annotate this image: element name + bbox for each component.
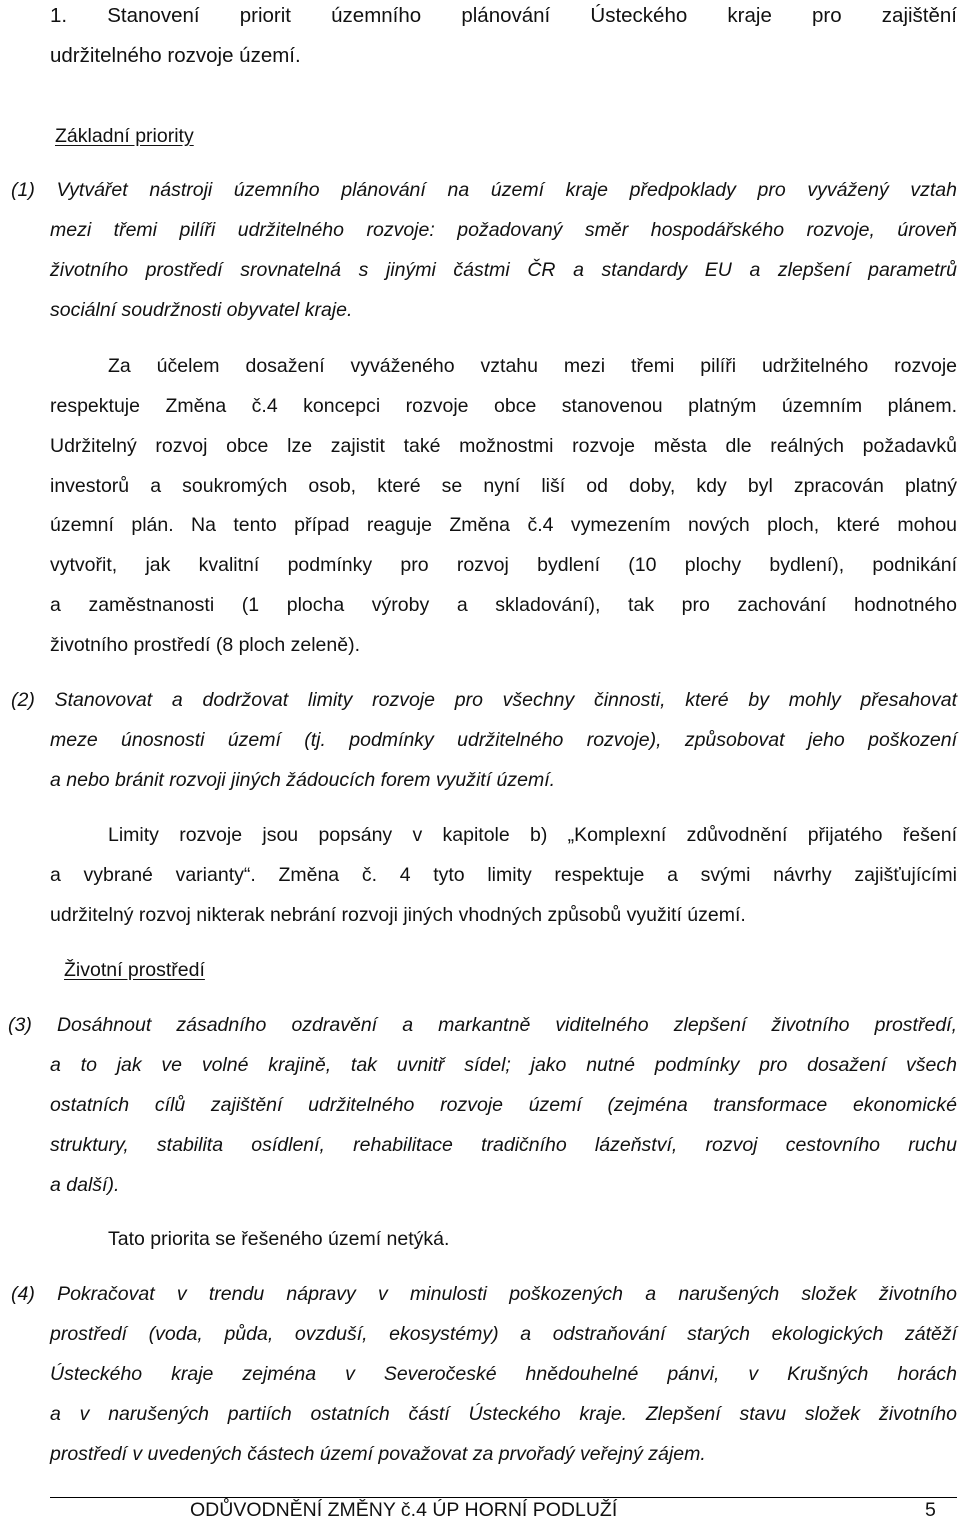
priority-2-comment-line-1: Limity rozvoje jsou popsány v kapitole b) „Komplexní zdůvodnění přijatého řešení [108,824,957,846]
section-heading-basic-priorities: Základní priority [55,125,194,147]
priority-2-comment-line-2: a vybrané varianty“. Změna č. 4 tyto limity respektuje a svými návrhy zajišťujícími [50,864,957,886]
priority-2-line-1: (2) Stanovovat a dodržovat limity rozvoje pro všechny činnosti, které by mohly přesahovat [11,689,957,711]
priority-1-comment-line-4: investorů a soukromých osob, které se nyní liší od doby, kdy byl zpracován platný [50,475,957,497]
priority-4-line-1: (4) Pokračovat v trendu nápravy v minulosti poškozených a narušených složek životního [11,1283,957,1305]
priority-1-comment-line-5: územní plán. Na tento případ reaguje Změna č.4 vymezením nových ploch, které mohou [50,514,957,536]
priority-2-line-3: a nebo bránit rozvoji jiných žádoucích forem využití území. [50,769,556,791]
priority-3-comment: Tato priorita se řešeného území netýká. [108,1228,450,1250]
priority-3-line-5: a další). [50,1174,120,1196]
chapter-heading-line-1: 1. Stanovení priorit územního plánování Ústeckého kraje pro zajištění [50,4,957,27]
priority-1-line-2: mezi třemi pilíři udržitelného rozvoje: požadovaný směr hospodářského rozvoje, úroveň [50,219,957,241]
priority-1-comment-line-6: vytvořit, jak kvalitní podmínky pro rozvoj bydlení (10 plochy bydlení), podnikání [50,554,957,576]
priority-1-comment-line-2: respektuje Změna č.4 koncepci rozvoje obce stanovenou platným územním plánem. [50,395,957,417]
priority-1-comment-line-8: životního prostředí (8 ploch zeleně). [50,634,361,656]
priority-2-line-2: meze únosnosti území (tj. podmínky udržitelného rozvoje), způsobovat jeho poškození [50,729,957,751]
priority-1-comment-line-3: Udržitelný rozvoj obce lze zajistit také možnostmi rozvoje města dle reálných požadavků [50,435,957,457]
priority-4-line-5: prostředí v uvedených částech území považovat za prvořadý veřejný zájem. [50,1443,706,1465]
section-heading-environment: Životní prostředí [64,959,205,981]
priority-3-line-3: ostatních cílů zajištění udržitelného rozvoje území (zejména transformace ekonomické [50,1094,957,1116]
footer-rule [50,1497,957,1498]
footer-page-number: 5 [925,1499,936,1521]
priority-1-line-4: sociální soudržnosti obyvatel kraje. [50,299,353,321]
priority-4-line-2: prostředí (voda, půda, ovzduší, ekosystémy) a odstraňování starých ekologických zátěží [50,1323,957,1345]
priority-4-line-3: Ústeckého kraje zejména v Severočeské hnědouhelné pánvi, v Krušných horách [50,1363,957,1385]
priority-1-line-1: (1) Vytvářet nástroji územního plánování na území kraje předpoklady pro vyvážený vztah [11,179,957,201]
priority-4-line-4: a v narušených partiích ostatních částí Ústeckého kraje. Zlepšení stavu složek životního [50,1403,957,1425]
priority-3-line-2: a to jak ve volné krajině, tak uvnitř sídel; jako nutné podmínky pro dosažení všech [50,1054,957,1076]
priority-3-line-1: (3) Dosáhnout zásadního ozdravění a markantně viditelného zlepšení životního prostředí, [8,1014,957,1036]
priority-1-comment-line-1: Za účelem dosažení vyváženého vztahu mezi třemi pilíři udržitelného rozvoje [108,355,957,377]
priority-3-line-4: struktury, stabilita osídlení, rehabilitace tradičního lázeňství, rozvoj cestovního ruchu [50,1134,957,1156]
footer-title: ODŮVODNĚNÍ ZMĚNY č.4 ÚP HORNÍ PODLUŽÍ [190,1499,618,1521]
priority-1-line-3: životního prostředí srovnatelná s jinými částmi ČR a standardy EU a zlepšení parametrů [50,259,957,281]
priority-1-comment-line-7: a zaměstnanosti (1 plocha výroby a skladování), tak pro zachování hodnotného [50,594,957,616]
priority-2-comment-line-3: udržitelný rozvoj nikterak nebrání rozvoji jiných vhodných způsobů využití území. [50,904,746,926]
chapter-heading-line-2: udržitelného rozvoje území. [50,44,301,67]
